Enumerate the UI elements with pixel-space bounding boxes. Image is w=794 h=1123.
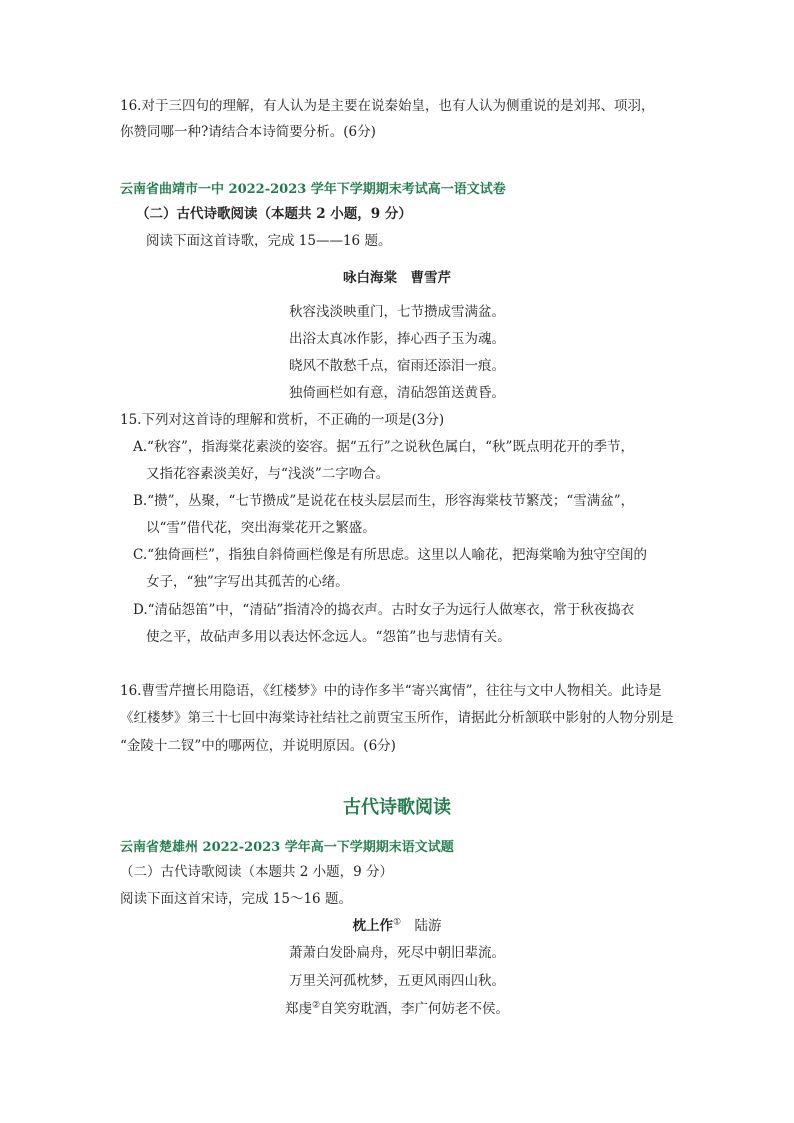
source-label: 云南省曲靖市一中 2022-2023 学年下学期期末考试高一语文试卷 xyxy=(120,182,506,197)
option-d-line-1: D.“清砧怨笛”中，“清砧”指清冷的捣衣声。古时女子为远行人做寒衣，常于秋夜捣衣 xyxy=(133,602,635,618)
section-heading: 古代诗歌阅读 xyxy=(343,797,451,818)
source-label-2: 云南省楚雄州 2022-2023 学年高一下学期期末语文试题 xyxy=(120,840,454,855)
option-a-line-2: 又指花容素淡美好，与“浅淡”二字吻合。 xyxy=(146,466,390,482)
poem-line-part: 自笑穷耽酒，李广何妨老不侯。 xyxy=(320,1001,510,1017)
part-title-2: （二）古代诗歌阅读（本题共 2 小题，9 分） xyxy=(120,864,394,880)
option-c-line-1: C.“独倚画栏”，指独自斜倚画栏像是有所思虑。这里以人喻花，把海棠喻为独守空闺的 xyxy=(133,547,647,563)
option-b-line-2: 以“雪”借代花，突出海棠花开之繁盛。 xyxy=(146,520,376,536)
option-a-line-1: A.“秋容”，指海棠花素淡的姿容。据“五行”之说秋色属白，“秋”既点明花开的季节， xyxy=(133,439,634,455)
question-16b-line-1: 16.曹雪芹擅长用隐语，《红楼梦》中的诗作多半“寄兴寓情”，往往与文中人物相关。此诗是 xyxy=(120,683,662,699)
poem-line: 萧萧白发卧扁舟，死尽中朝旧辈流。 xyxy=(289,945,505,961)
poem-line: 出浴太真冰作影，捧心西子玉为魂。 xyxy=(289,331,505,347)
question-15-stem: 15.下列对这首诗的理解和赏析，不正确的一项是(3分) xyxy=(120,412,445,428)
poem-line xyxy=(0,999,794,1019)
option-d-line-2: 使之平，故砧声多用以表达怀念远人。“怨笛”也与悲情有关。 xyxy=(146,629,511,645)
footnote-marker: ① xyxy=(392,917,402,928)
instruction: 阅读下面这首诗歌，完成 15——16 题。 xyxy=(146,233,392,249)
part-title: （二）古代诗歌阅读（本题共 2 小题，9 分） xyxy=(136,206,412,222)
poem-line-part: 郑虔 xyxy=(284,1001,312,1017)
question-16-line-1: 16.对于三四句的理解，有人认为是主要在说秦始皇，也有人认为侧重说的是刘邦、项羽， xyxy=(120,98,655,114)
option-c-line-2: 女子，“独”字写出其孤苦的心绪。 xyxy=(146,574,349,590)
poem-author: 陆游 xyxy=(401,918,442,934)
poem-title-2 xyxy=(0,916,794,936)
poem-title-text: 枕上作 xyxy=(352,918,393,934)
question-16b-line-3: “金陵十二钗”中的哪两位，并说明原因。(6分) xyxy=(120,738,396,754)
poem-line: 晓风不散愁千点，宿雨还添泪一痕。 xyxy=(289,358,505,374)
question-16b-line-2: 《红楼梦》第三十七回中海棠诗社结社之前贾宝玉所作，请据此分析颔联中影射的人物分别是 xyxy=(120,710,674,726)
poem-line: 独倚画栏如有意，清砧怨笛送黄昏。 xyxy=(289,385,505,401)
footnote-marker: ② xyxy=(311,1000,321,1011)
question-16-line-2: 你赞同哪一种?请结合本诗简要分析。(6分) xyxy=(120,124,376,140)
poem-line: 秋容浅淡映重门，七节攒成雪满盆。 xyxy=(289,304,505,320)
instruction-2: 阅读下面这首宋诗，完成 15～16 题。 xyxy=(120,891,352,907)
poem-line: 万里关河孤枕梦，五更风雨四山秋。 xyxy=(289,973,505,989)
poem-title: 咏白海棠 曹雪芹 xyxy=(343,270,451,286)
option-b-line-1: B.“攒”，丛聚，“七节攒成”是说花在枝头层层而生，形容海棠枝节繁茂；“雪满盆”， xyxy=(133,493,635,509)
